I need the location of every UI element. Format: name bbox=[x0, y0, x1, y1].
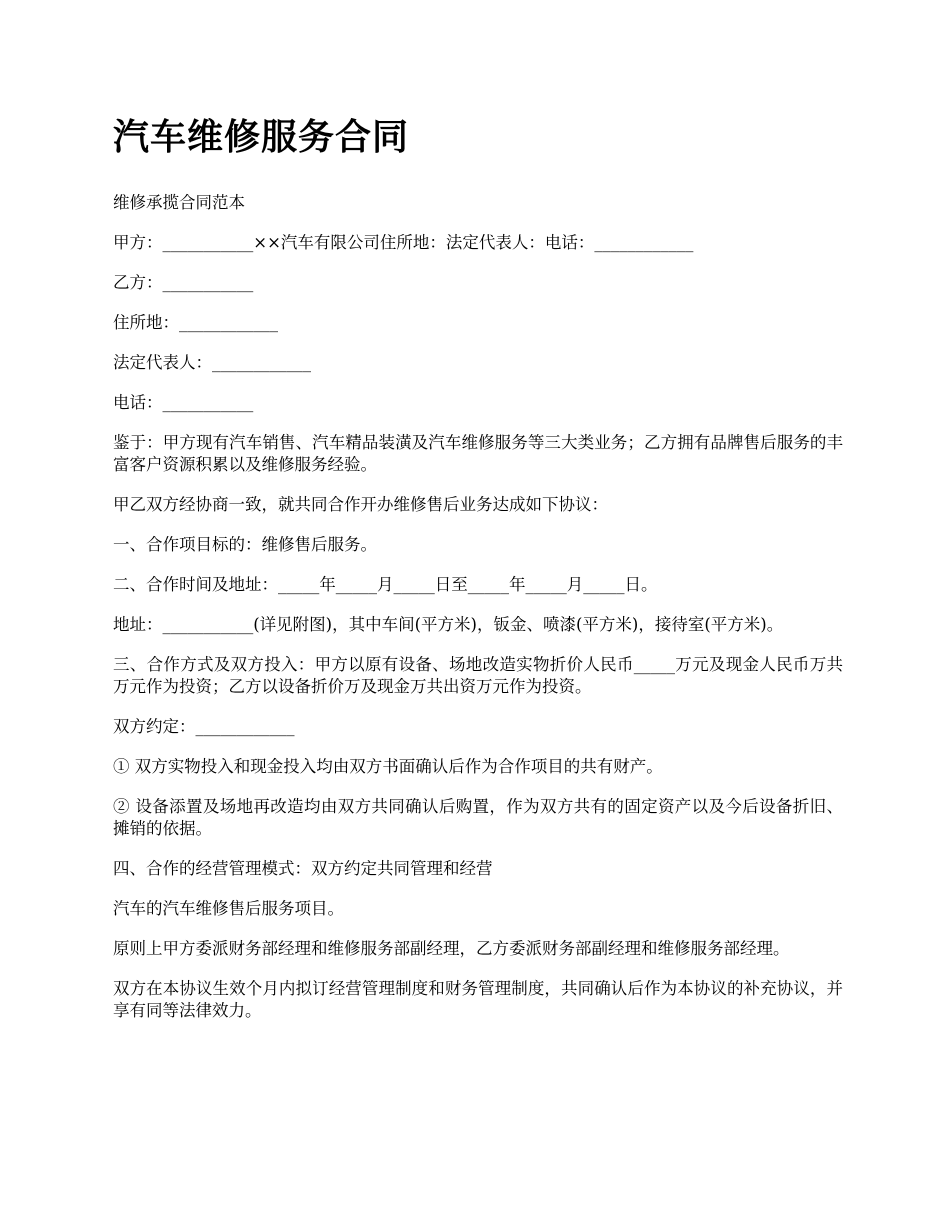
clause-3-investment: 三、合作方式及双方投入：甲方以原有设备、场地改造实物折价人民币_____万元及现金人民币万共万元作为投资；乙方以设备折价万及现金万共出资万元作为投资。 bbox=[113, 655, 843, 696]
contract-document bbox=[113, 112, 843, 1040]
agreement-intro: 甲乙双方经协商一致，就共同合作开办维修售后业务达成如下协议： bbox=[113, 495, 608, 514]
party-b-line: 乙方：___________ bbox=[113, 273, 254, 292]
location-detail: 地址：___________(详见附图)，其中车间(平方米)，钣金、喷漆(平方米)，接待室(平方米)。 bbox=[113, 615, 784, 634]
legal-representative-line: 法定代表人：____________ bbox=[113, 353, 311, 372]
management-scope: 汽车的汽车维修售后服务项目。 bbox=[113, 899, 344, 918]
page-title: 汽车维修服务合同 bbox=[113, 116, 410, 158]
mutual-agreement-line: 双方约定：____________ bbox=[113, 717, 295, 736]
agreement-item-1: ① 双方实物投入和现金投入均由双方书面确认后作为合作项目的共有财产。 bbox=[113, 757, 663, 776]
clause-2-time-location: 二、合作时间及地址：_____年_____月_____日至_____年_____月_____日。 bbox=[113, 575, 658, 594]
staffing-paragraph: 原则上甲方委派财务部经理和维修服务部副经理，乙方委派财务部副经理和维修服务部经理。 bbox=[113, 939, 790, 958]
subtitle-contract-template: 维修承揽合同范本 bbox=[113, 193, 245, 212]
phone-line: 电话：___________ bbox=[113, 393, 254, 412]
address-line: 住所地：____________ bbox=[113, 313, 278, 332]
management-rules-paragraph: 双方在本协议生效个月内拟订经营管理制度和财务管理制度，共同确认后作为本协议的补充协议，并享有同等法律效力。 bbox=[113, 979, 843, 1020]
clause-1-project: 一、合作项目标的：维修售后服务。 bbox=[113, 535, 377, 554]
agreement-item-2: ② 设备添置及场地再改造均由双方共同确认后购置，作为双方共有的固定资产以及今后设备折旧、摊销的依据。 bbox=[113, 797, 843, 838]
clause-4-management: 四、合作的经营管理模式：双方约定共同管理和经营 bbox=[113, 859, 493, 878]
party-a-line: 甲方：___________××汽车有限公司住所地：法定代表人：电话：____________ bbox=[113, 233, 694, 252]
preamble-paragraph: 鉴于：甲方现有汽车销售、汽车精品装潢及汽车维修服务等三大类业务；乙方拥有品牌售后服务的丰富客户资源积累以及维修服务经验。 bbox=[113, 433, 843, 474]
